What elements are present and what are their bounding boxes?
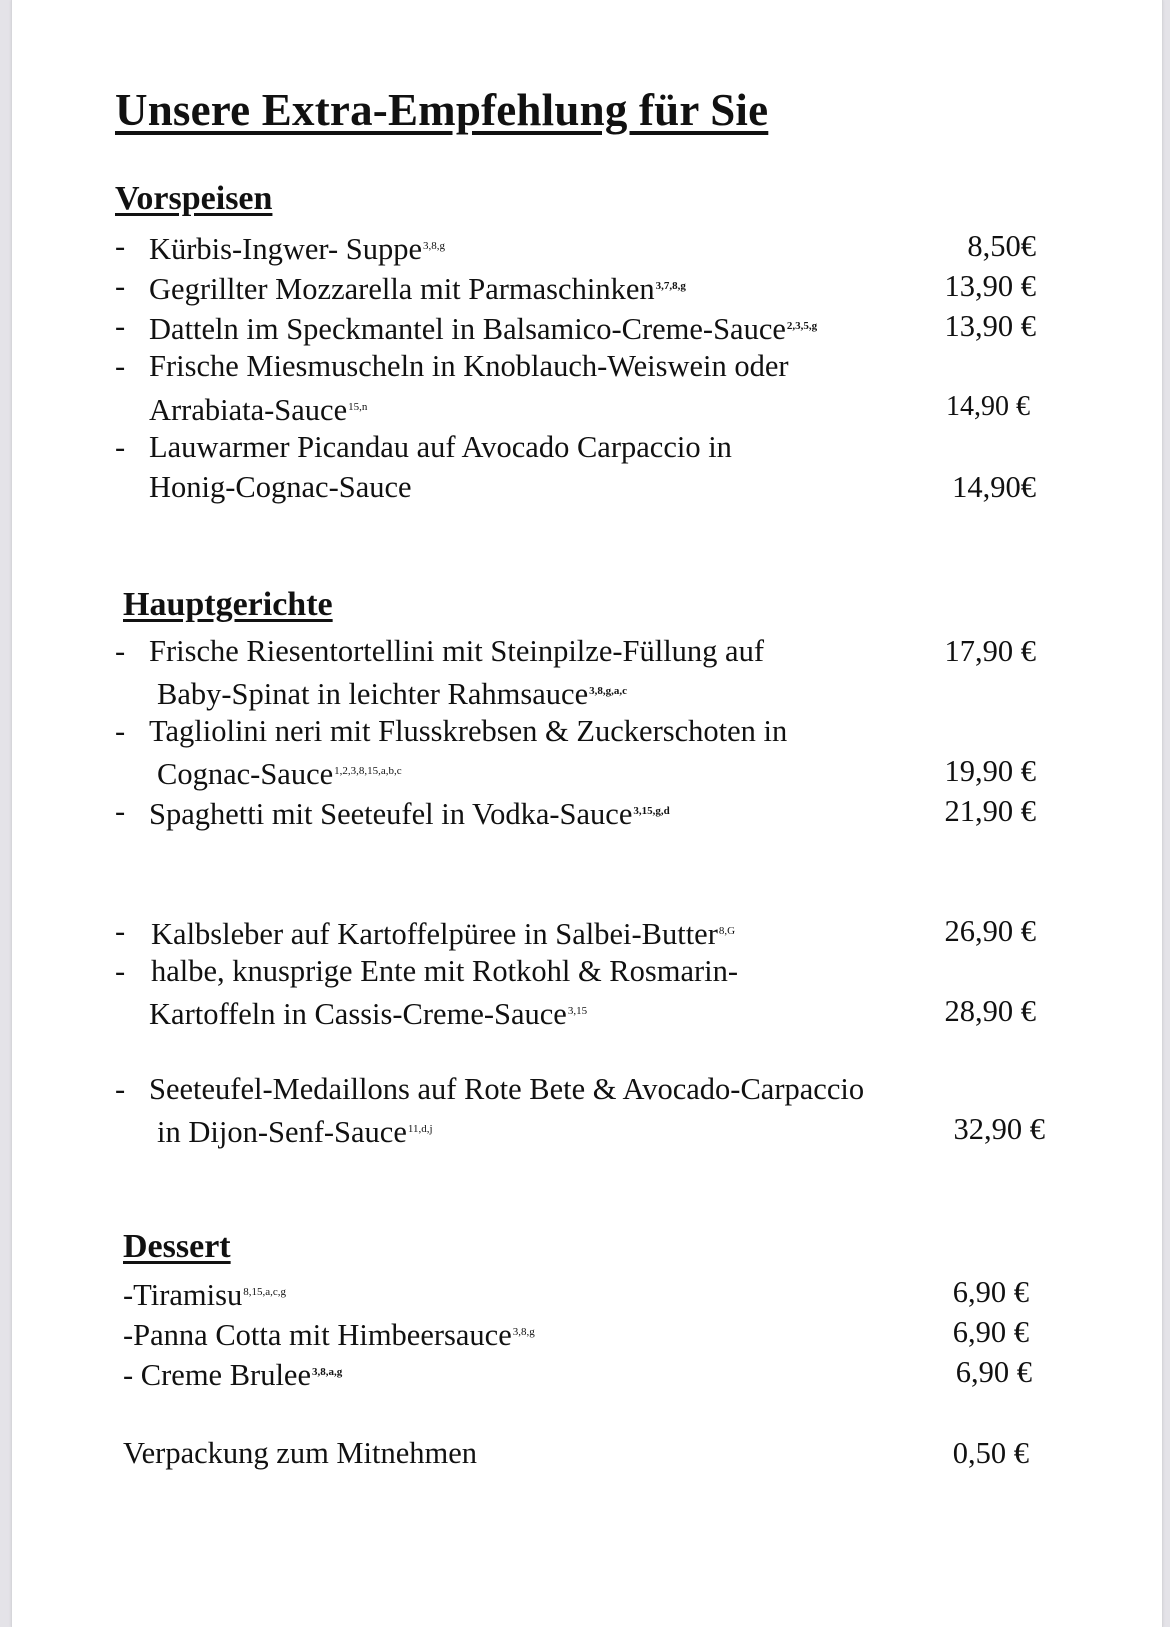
bullet-dash: - [115,229,126,263]
item-name-line1: Frische Riesentortellini mit Steinpilze-Füllung auf [149,634,764,668]
allergen-codes: 3,8,g [512,1326,535,1338]
item-name: -Tiramisu$^{8,15,a,c,g}$ [123,1278,286,1312]
item-name-line2: Baby-Spinat in leichter Rahmsauce$^{3,8,g,a,c}$ [157,677,628,711]
item-price: 6,90 € [955,1355,1032,1389]
allergen-codes: 15,n [348,401,368,413]
item-price: 28,90 € [944,994,1036,1028]
item-name-line2: Cognac-Sauce$^{1,2,3,8,15,a,b,c}$ [157,757,402,791]
bullet-dash: - [115,309,126,343]
item-name: Datteln im Speckmantel in Balsamico-Creme-Sauce$^{2,3,5,g}$ [149,312,818,346]
item-name: Gegrillter Mozzarella mit Parmaschinken$^{3,7,8,g}$ [149,272,686,306]
item-price: 21,90 € [944,794,1036,828]
item-name-line2: in Dijon-Senf-Sauce$^{11,d,j}$ [157,1115,433,1149]
allergen-codes: 2,3,5,g [786,320,818,332]
packaging-label: Verpackung zum Mitnehmen [123,1436,478,1470]
page-title: Unsere Extra-Empfehlung für Sie [115,85,769,135]
item-name: Kürbis-Ingwer- Suppe$^{3,8,g}$ [149,232,445,266]
item-name-line1: Lauwarmer Picandau auf Avocado Carpaccio in [149,430,732,464]
bullet-dash: - [115,1072,126,1106]
allergen-codes: 8,G [718,925,736,937]
item-price: 8,50€ [967,229,1036,263]
allergen-codes: 1,2,3,8,15,a,b,c [334,765,402,777]
allergen-codes: 8,15,a,c,g [243,1286,286,1298]
item-name-line2: Kartoffeln in Cassis-Creme-Sauce$^{3,15}$ [149,997,588,1031]
section-heading-dessert: Dessert [123,1228,231,1265]
bullet-dash: - [115,954,126,988]
allergen-codes: 3,15,g,d [633,805,670,817]
allergen-codes: 11,d,j [407,1123,433,1135]
item-price: 13,90 € [944,309,1036,343]
menu-page [11,0,1163,1627]
item-price: 26,90 € [944,914,1036,948]
item-price: 19,90 € [944,754,1036,788]
item-name-line1: Seeteufel-Medaillons auf Rote Bete & Avocado-Carpaccio [149,1072,865,1106]
bullet-dash: - [115,430,126,464]
packaging-price: 0,50 € [952,1436,1029,1470]
item-price: 6,90 € [952,1275,1029,1309]
item-price: 6,90 € [952,1315,1029,1349]
item-name: Spaghetti mit Seeteufel in Vodka-Sauce$^{3,15,g,d}$ [149,797,670,831]
item-price: 32,90 € [953,1112,1045,1146]
allergen-codes: 3,15 [567,1005,588,1017]
bullet-dash: - [115,914,126,948]
allergen-codes: 3,8,g,a,c [589,685,628,697]
item-price: 17,90 € [944,634,1036,668]
item-name-line1: halbe, knusprige Ente mit Rotkohl & Rosmarin- [151,954,739,988]
section-heading-hauptgerichte: Hauptgerichte [123,586,333,623]
item-name: Kalbsleber auf Kartoffelpüree in Salbei-Butter$^{8,G}$ [151,917,736,951]
allergen-codes: 3,8,g [422,240,445,252]
item-price: 13,90 € [944,269,1036,303]
item-name: -Panna Cotta mit Himbeersauce$^{3,8,g}$ [123,1318,535,1352]
item-price: 14,90€ [952,470,1036,504]
item-name-line2: Honig-Cognac-Sauce [149,470,412,504]
bullet-dash: - [115,349,126,383]
bullet-dash: - [115,794,126,828]
allergen-codes: 3,8,a,g [312,1366,343,1378]
bullet-dash: - [115,269,126,303]
item-name-line1: Frische Miesmuscheln in Knoblauch-Weiswein oder [149,349,789,383]
section-heading-vorspeisen: Vorspeisen [115,180,273,217]
item-price: 14,90 € [946,391,1030,422]
allergen-codes: 3,7,8,g [655,280,686,292]
item-name-line1: Tagliolini neri mit Flusskrebsen & Zuckerschoten in [149,714,788,748]
item-name-line2: Arrabiata-Sauce$^{15,n}$ [149,393,368,427]
bullet-dash: - [115,714,126,748]
bullet-dash: - [115,634,126,668]
item-name: - Creme Brulee$^{3,8,a,g}$ [123,1358,343,1392]
